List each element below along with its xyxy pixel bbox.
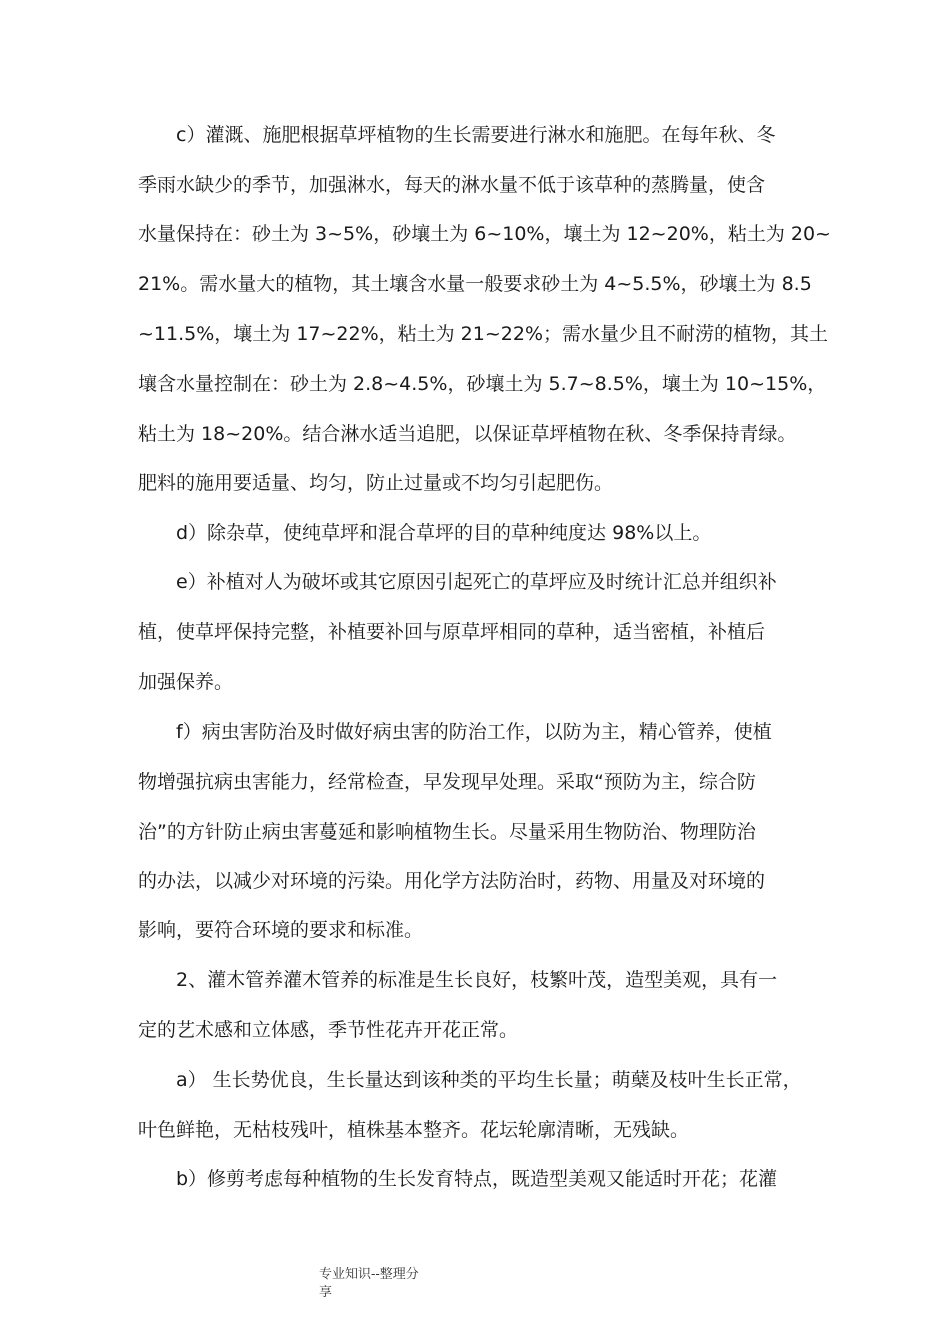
text-line: 影响，要符合环境的要求和标准。: [138, 919, 424, 941]
footer-text: 享: [319, 1285, 333, 1300]
text-line: b）修剪考虑每种植物的生长发育特点，既造型美观又能适时开花；花灌: [176, 1168, 778, 1190]
text-line: d）除杂草，使纯草坪和混合草坪的目的草种纯度达 98%以上。: [176, 522, 712, 544]
text-line: 加强保养。: [138, 671, 234, 693]
text-line: 粘土为 18~20%。结合淋水适当追肥，以保证草坪植物在秋、冬季保持青绿。: [138, 423, 797, 445]
text-line: 治”的方针防止病虫害蔓延和影响植物生长。尽量采用生物防治、物理防治: [138, 821, 756, 843]
text-line: ~11.5%，壤土为 17~22%，粘土为 21~22%；需水量少且不耐涝的植物，其土: [138, 323, 829, 345]
text-line: f）病虫害防治及时做好病虫害的防治工作，以防为主，精心管养，使植: [176, 721, 772, 743]
text-line: 植，使草坪保持完整，补植要补回与原草坪相同的草种，适当密植，补植后: [138, 621, 766, 643]
text-line: e）补植对人为破坏或其它原因引起死亡的草坪应及时统计汇总并组织补: [176, 571, 777, 593]
text-line: 的办法，以减少对环境的污染。用化学方法防治时，药物、用量及对环境的: [138, 870, 766, 892]
text-line: 水量保持在：砂土为 3~5%，砂壤土为 6~10%，壤土为 12~20%，粘土为 20~: [138, 223, 831, 245]
text-line: a） 生长势优良，生长量达到该种类的平均生长量；萌蘖及枝叶生长正常，: [176, 1069, 802, 1091]
footer-text: 专业知识--整理分: [319, 1267, 419, 1282]
text-line: 肥料的施用要适量、均匀，防止过量或不均匀引起肥伤。: [138, 472, 614, 494]
text-line: 21%。需水量大的植物，其土壤含水量一般要求砂土为 4~5.5%，砂壤土为 8.5: [138, 273, 812, 295]
text-line: c）灌溉、施肥根据草坪植物的生长需要进行淋水和施肥。在每年秋、冬: [176, 124, 776, 146]
text-line: 叶色鲜艳，无枯枝残叶，植株基本整齐。花坛轮廓清晰，无残缺。: [138, 1119, 690, 1141]
text-line: 物增强抗病虫害能力，经常检查，早发现早处理。采取“预防为主，综合防: [138, 771, 756, 793]
text-line: 壤含水量控制在：砂土为 2.8~4.5%，砂壤土为 5.7~8.5%，壤土为 10~15%，: [138, 373, 827, 395]
text-line: 季雨水缺少的季节，加强淋水，每天的淋水量不低于该草种的蒸腾量，使含: [138, 174, 766, 196]
text-line: 定的艺术感和立体感，季节性花卉开花正常。: [138, 1019, 519, 1041]
text-line: 2、灌木管养灌木管养的标准是生长良好，枝繁叶茂，造型美观，具有一: [176, 969, 778, 991]
